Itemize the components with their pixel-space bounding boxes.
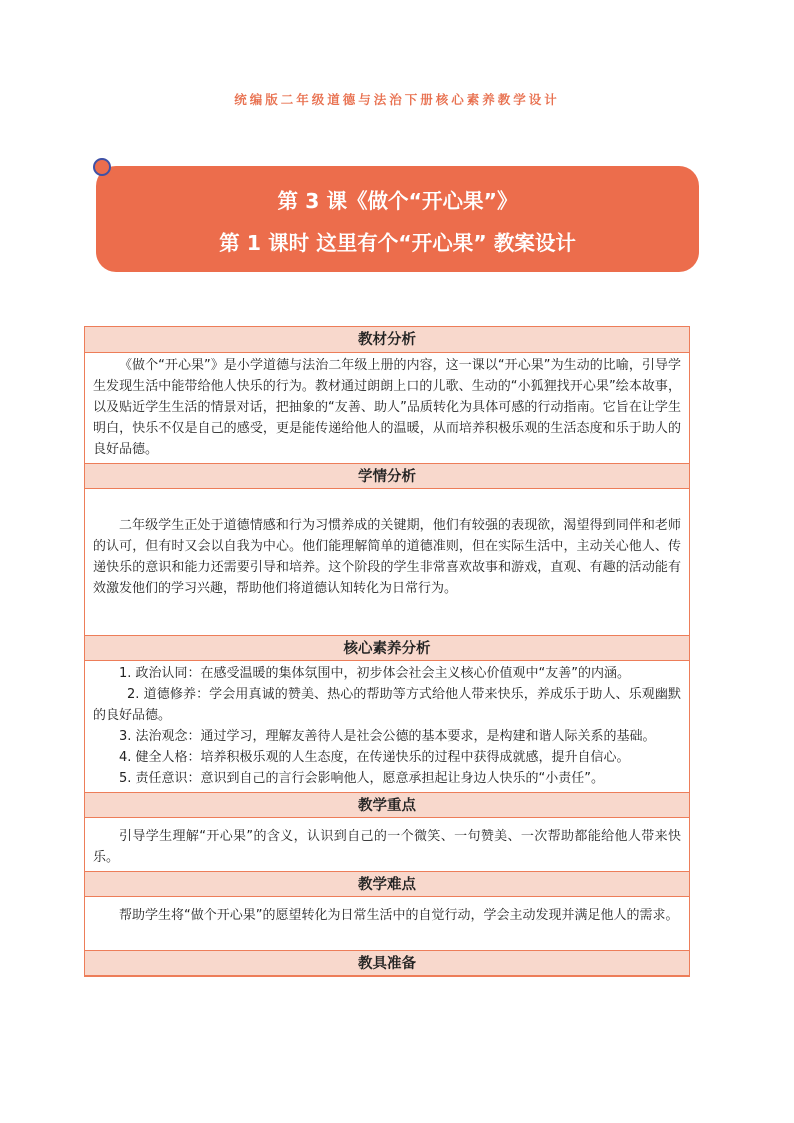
core-item-2: 2. 道德修养：学会用真诚的赞美、热心的帮助等方式给他人带来快乐，养成乐于助人、乐观幽默的良好品德。 [93,687,681,723]
section-header-core: 核心素养分析 [85,635,689,661]
lesson-title: 第 3 课《做个“开心果”》 [277,189,518,213]
section-body-textbook [85,353,689,463]
section-header-prep: 教具准备 [85,950,689,976]
teaching-focus-text: 引导学生理解“开心果”的含义，认识到自己的一个微笑、一句赞美、一次帮助都能给他人带来快乐。 [93,829,681,865]
banner-dot-decoration [93,158,111,176]
teaching-difficulty-text: 帮助学生将“做个开心果”的愿望转化为日常生活中的自觉行动，学会主动发现并满足他人的需求。 [119,908,679,923]
lesson-subtitle: 第 1 课时 这里有个“开心果” 教案设计 [219,231,576,255]
section-header-focus: 教学重点 [85,792,689,818]
section-header-learner: 学情分析 [85,463,689,489]
section-body-difficulty [85,897,689,950]
page-header: 统编版二年级道德与法治下册核心素养教学设计 [234,92,560,107]
lesson-plan-table [84,326,690,977]
learner-analysis-text: 二年级学生正处于道德情感和行为习惯养成的关键期，他们有较强的表现欲，渴望得到同伴和老师的认可，但有时又会以自我为中心。他们能理解简单的道德准则，但在实际生活中，主动关心他人、传递快乐的意识和能力还需要引导和培养。这个阶段的学生非常喜欢故事和游戏，直观、有趣的活动能有效激发他们的学习兴趣，帮助他们将道德认知转化为日常行为。 [93,518,681,596]
section-body-focus [85,818,689,871]
core-item-1: 1. 政治认同：在感受温暖的集体氛围中，初步体会社会主义核心价值观中“友善”的内涵。 [119,666,631,681]
section-header-textbook: 教材分析 [85,327,689,353]
core-item-5: 5. 责任意识：意识到自己的言行会影响他人，愿意承担起让身边人快乐的“小责任”。 [119,771,605,786]
section-header-difficulty: 教学难点 [85,871,689,897]
core-item-4: 4. 健全人格：培养积极乐观的人生态度，在传递快乐的过程中获得成就感，提升自信心。 [119,750,630,765]
lesson-title-banner [96,166,699,272]
section-body-learner [85,489,689,635]
core-item-3: 3. 法治观念：通过学习，理解友善待人是社会公德的基本要求，是构建和谐人际关系的基础。 [119,729,656,744]
textbook-analysis-text: 《做个“开心果”》是小学道德与法治二年级上册的内容，这一课以“开心果”为生动的比喻，引导学生发现生活中能带给他人快乐的行为。教材通过朗朗上口的儿歌、生动的“小狐狸找开心果”绘本故事，以及贴近学生生活的情景对话，把抽象的“友善、助人”品质转化为具体可感的行动指南。它旨在让学生明白，快乐不仅是自己的感受，更是能传递给他人的温暖，从而培养积极乐观的生活态度和乐于助人的良好品德。 [93,358,681,457]
section-body-core [85,661,689,792]
